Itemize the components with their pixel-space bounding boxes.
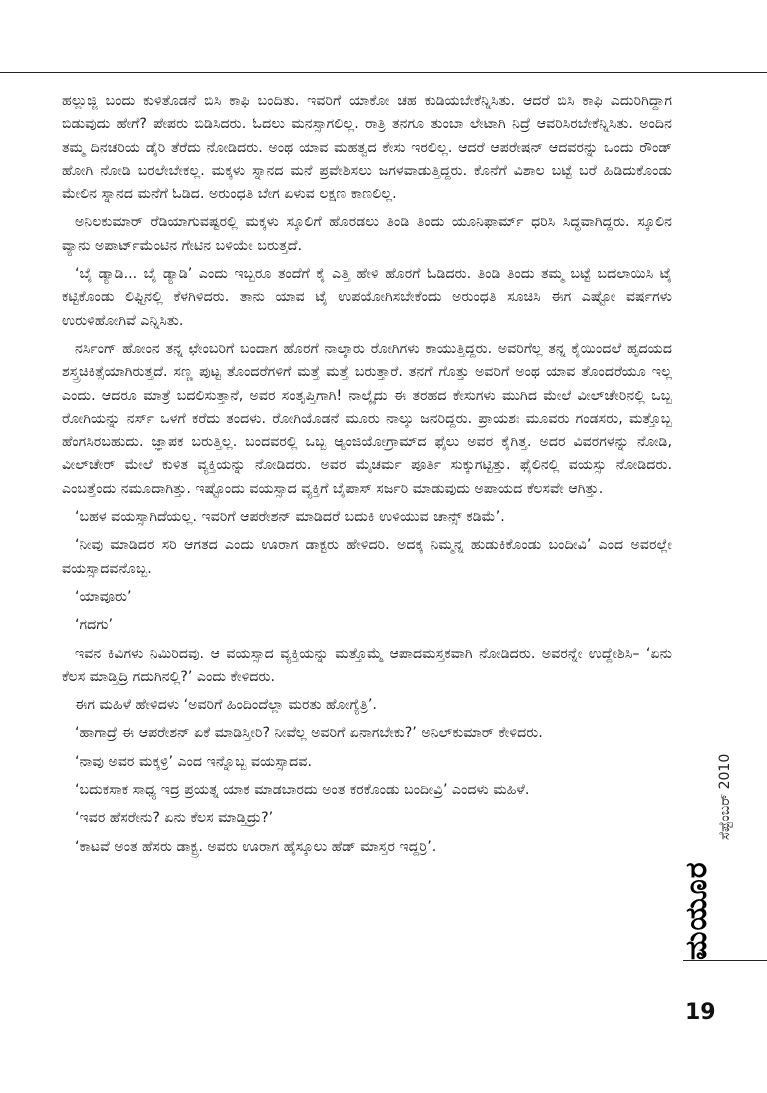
paragraph: ‘ಇವರ ಹೆಸರೇನು? ಏನು ಕೆಲಸ ಮಾಡ್ತಿದ್ರು?’ — [75, 810, 274, 827]
footer-rule — [683, 960, 767, 961]
paragraph: ‘ಕಾಟವೆ ಅಂತ ಹೆಸರು ಡಾಕ್ಟ್ರ. ಅವರು ಊರಾಗ ಹೈಸ್ಕೂಲು ಹೆಡ್ ಮಾಸ್ತರ ಇದ್ದರ್ರಿ’. — [75, 838, 437, 855]
paragraph: ಇವನ ಕಿವಿಗಳು ನಿಮಿರಿದವು. ಆ ವಯಸ್ಸಾದ ವ್ಯಕ್ತಿಯನ್ನು ಮತ್ತೊಮ್ಮೆ ಆಪಾದಮಸ್ತಕವಾಗಿ ನೋಡಿದರು. ಅವರನ್ನೇ ಉದ್ದೇಶಿಸಿ– ‘ಏನು ಕೆಲಸ ಮಾಡ್ತಿದ್ರಿ ಗದುಗಿನಲ್ಲಿ?’ ಎಂದು ಕೇಳಿದರು. — [62, 645, 672, 685]
article-body — [62, 90, 672, 864]
page-number: 19 — [685, 1000, 716, 1025]
paragraph: ‘ಬದುಕಸಾಕ ಸಾಧ್ಯ ಇದ್ರ ಪ್ರಯತ್ನ ಯಾಕ ಮಾಡಬಾರದು ಅಂತ ಕರಕೊಂಡು ಬಂದೀವ್ರಿ’ ಎಂದಳು ಮಹಿಳೆ. — [75, 782, 530, 799]
paragraph: ಹಲ್ಲುಜ್ಜಿ ಬಂದು ಕುಳಿತೊಡನೆ ಬಿಸಿ ಕಾಫಿ ಬಂದಿತು. ಇವರಿಗೆ ಯಾಕೋ ಚಹ ಕುಡಿಯಬೇಕೆನ್ನಿಸಿತು. ಆದರೆ ಬಿಸಿ ಕಾಫಿ ಎದುರಿಗಿದ್ದಾಗ ಬಿಡುವುದು ಹೇಗೆ? ಪೇಪರು ಬಿಡಿಸಿದರು. ಓದಲು ಮನಸ್ಸಾಗಲಿಲ್ಲ. ರಾತ್ರಿ ತನಗೂ ತುಂಬಾ ಲೇಟಾಗಿ ನಿದ್ರೆ ಆವರಿಸಿರಬೇಕೆನ್ನಿಸಿತು. ಅಂದಿನ ತಮ್ಮ ದಿನಚರಿಯ ಡೈರಿ ತೆರೆದು ನೋಡಿದರು. ಅಂಥ ಯಾವ ಮಹತ್ವದ ಕೇಸು ಇರಲಿಲ್ಲ. ಆದರೆ ಆಪರೇಷನ್ ಆದವರನ್ನು ಒಂದು ರೌಂಡ್ ಹೋಗಿ ನೋಡಿ ಬರಲೇಬೇಕಲ್ಲ. ಮಕ್ಕಳು ಸ್ನಾನದ ಮನೆ ಪ್ರವೇಶಿಸಲು ಜಗಳವಾಡುತ್ತಿದ್ದರು. ಕೊನೆಗೆ ವಿಶಾಲ ಬಟ್ಟೆ ಬರೆ ಹಿಡಿದುಕೊಂಡು ಮೇಲಿನ ಸ್ನಾನದ ಮನೆಗೆ ಓಡಿದ. ಅರುಂಧತಿ ಬೇಗ ಏಳುವ ಲಕ್ಷಣ ಕಾಣಲಿಲ್ಲ. — [62, 93, 672, 203]
paragraph: ಅನಿಲಕುಮಾರ್ ರೆಡಿಯಾಗುವಷ್ಟರಲ್ಲಿ ಮಕ್ಕಳು ಸ್ಕೂಲಿಗೆ ಹೊರಡಲು ತಿಂಡಿ ತಿಂದು ಯೂನಿಫಾರ್ಮ್ ಧರಿಸಿ ಸಿದ್ಧವಾಗಿದ್ದರು. ಸ್ಕೂಲಿನ ವ್ಯಾನು ಅಪಾರ್ಟ್‌ಮೆಂಟಿನ ಗೇಟಿನ ಬಳಿಯೇ ಬರುತ್ತದೆ. — [62, 214, 672, 254]
magazine-masthead — [675, 753, 755, 970]
paragraph: ‘ಬೈ ಡ್ಯಾಡಿ... ಬೈ ಡ್ಯಾಡಿ’ ಎಂದು ಇಬ್ಬರೂ ತಂದೆಗೆ ಕೈ ಎತ್ತಿ ಹೇಳಿ ಹೊರಗೆ ಓಡಿದರು. ತಿಂಡಿ ತಿಂದು ತಮ್ಮ ಬಟ್ಟೆ ಬದಲಾಯಿಸಿ ಟೈ ಕಟ್ಟಿಕೊಂಡು ಲಿಫ್ಟಿನಲ್ಲಿ ಕೆಳಗಿಳಿದರು. ತಾನು ಯಾವ ಟೈ ಉಪಯೋಗಿಸಬೇಕೆಂದು ಅರುಂಧತಿ ಸೂಚಿಸಿ ಈಗ ಎಷ್ಟೋ ವರ್ಷಗಳು ಉರುಳಿಹೋಗಿವೆ ಎನ್ನಿಸಿತು. — [62, 266, 672, 329]
top-rule — [0, 72, 767, 73]
paragraph: ‘ನೀವು ಮಾಡಿದರ ಸರಿ ಆಗತದ ಎಂದು ಊರಾಗ ಡಾಕ್ಟರು ಹೇಳಿದರಿ. ಅದಕ್ಕ ನಿಮ್ಮನ್ನ ಹುಡುಕಿಕೊಂಡು ಬಂದೀವಿ’ ಎಂದ ಅವರಲ್ಲೇ ವಯಸ್ಸಾದವನೊಬ್ಬ. — [62, 537, 672, 577]
paragraph: ಈಗ ಮಹಿಳೆ ಹೇಳಿದಳು ‘ಅವರಿಗೆ ಹಿಂದಿಂದೆಲ್ಲಾ ಮರತು ಹೋಗ್ಯೆತ್ರಿ’. — [75, 697, 377, 714]
paragraph: ನರ್ಸಿಂಗ್ ಹೋಂನ ತನ್ನ ಛೇಂಬರಿಗೆ ಬಂದಾಗ ಹೊರಗೆ ನಾಲ್ಕಾರು ರೋಗಿಗಳು ಕಾಯುತ್ತಿದ್ದರು. ಅವರಿಗೆಲ್ಲ ತನ್ನ ಕೈಯಿಂದಲೆ ಹೃದಯದ ಶಸ್ತ್ರಚಿಕಿತ್ಸೆಯಾಗಿರುತ್ತದೆ. ಸಣ್ಣ ಪುಟ್ಟ ತೊಂದರೆಗಳಿಗೆ ಮತ್ತೆ ಮತ್ತೆ ಬರುತ್ತಾರೆ. ತನಗೆ ಗೊತ್ತು ಅವರಿಗೆ ಅಂಥ ಯಾವ ತೊಂದರೆಯೂ ಇಲ್ಲ ಎಂದು. ಆದರೂ ಮಾತ್ರೆ ಬದಲಿಸುತ್ತಾನೆ, ಅವರ ಸಂತೃಪ್ತಿಗಾಗಿ! ನಾಲ್ಕೈದು ಈ ತರಹದ ಕೇಸುಗಳು ಮುಗಿದ ಮೇಲೆ ವೀಲ್‌ಚೇರಿನಲ್ಲಿ ಒಬ್ಬ ರೋಗಿಯನ್ನು ನರ್ಸ್ ಒಳಗೆ ಕರೆದು ತಂದಳು. ರೋಗಿಯೊಡನೆ ಮೂರು ನಾಲ್ಕು ಜನರಿದ್ದರು. ಪ್ರಾಯಶಃ ಮೂವರು ಗಂಡಸರು, ಮತ್ತೊಬ್ಬ ಹೆಂಗಸಿರಬಹುದು. ಜ್ಞಾಪಕ ಬರುತ್ತಿಲ್ಲ. ಬಂದವರಲ್ಲಿ ಒಬ್ಬ ಆ್ಯಂಜಿಯೋಗ್ರಾಮ್‌ದ ಫೈಲು ಅವರ ಕೈಗಿತ್ತ. ಅದರ ವಿವರಗಳನ್ನು ನೋಡಿ, ವೀಲ್‌ಚೇರ್ ಮೇಲೆ ಕುಳಿತ ವ್ಯಕ್ತಿಯನ್ನು ನೋಡಿದರು. ಅವರ ಮೈಚರ್ಮ ಪೂರ್ತಿ ಸುಕ್ಕುಗಟ್ಟಿತ್ತು. ಫೈಲಿನಲ್ಲಿ ವಯಸ್ಸು ನೋಡಿದರು. ಎಂಬತ್ತೆಂದು ನಮೂದಾಗಿತ್ತು. ಇಷ್ಟೊಂದು ವಯಸ್ಸಾದ ವ್ಯಕ್ತಿಗೆ ಬೈಪಾಸ್ ಸರ್ಜರಿ ಮಾಡುವುದು ಅಪಾಯದ ಕೆಲಸವೇ ಆಗಿತ್ತು. — [62, 340, 672, 497]
magazine-logo: ಮಯೂರ — [679, 861, 714, 960]
paragraph: ‘ಗದಗು’ — [75, 617, 114, 634]
paragraph: ‘ಬಹಳ ವಯಸ್ಸಾಗಿದೆಯಲ್ಲ. ಇವರಿಗೆ ಆಪರೇಶನ್ ಮಾಡಿದರೆ ಬದುಕಿ ಉಳಿಯುವ ಚಾನ್ಸ್ ಕಡಿಮೆ’. — [75, 509, 505, 526]
paragraph: ‘ಯಾವೂರು’ — [75, 588, 132, 605]
paragraph: ‘ಹಾಗಾದ್ರೆ ಈ ಆಪರೇಶನ್ ಏಕೆ ಮಾಡಿಸ್ತೀರಿ? ನೀವೆಲ್ಲ ಅವರಿಗೆ ಏನಾಗಬೇಕು?’ ಅನಿಲ್‌ಕುಮಾರ್ ಕೇಳಿದರು. — [75, 725, 543, 742]
paragraph: ‘ನಾವು ಅವರ ಮಕ್ಕಳ್ರಿ’ ಎಂದ ಇನ್ನೊಬ್ಬ ವಯಸ್ಸಾದವ. — [75, 753, 312, 770]
issue-date: ಸೆಪ್ಟೆಂಬರ್ 2010 — [717, 753, 733, 840]
